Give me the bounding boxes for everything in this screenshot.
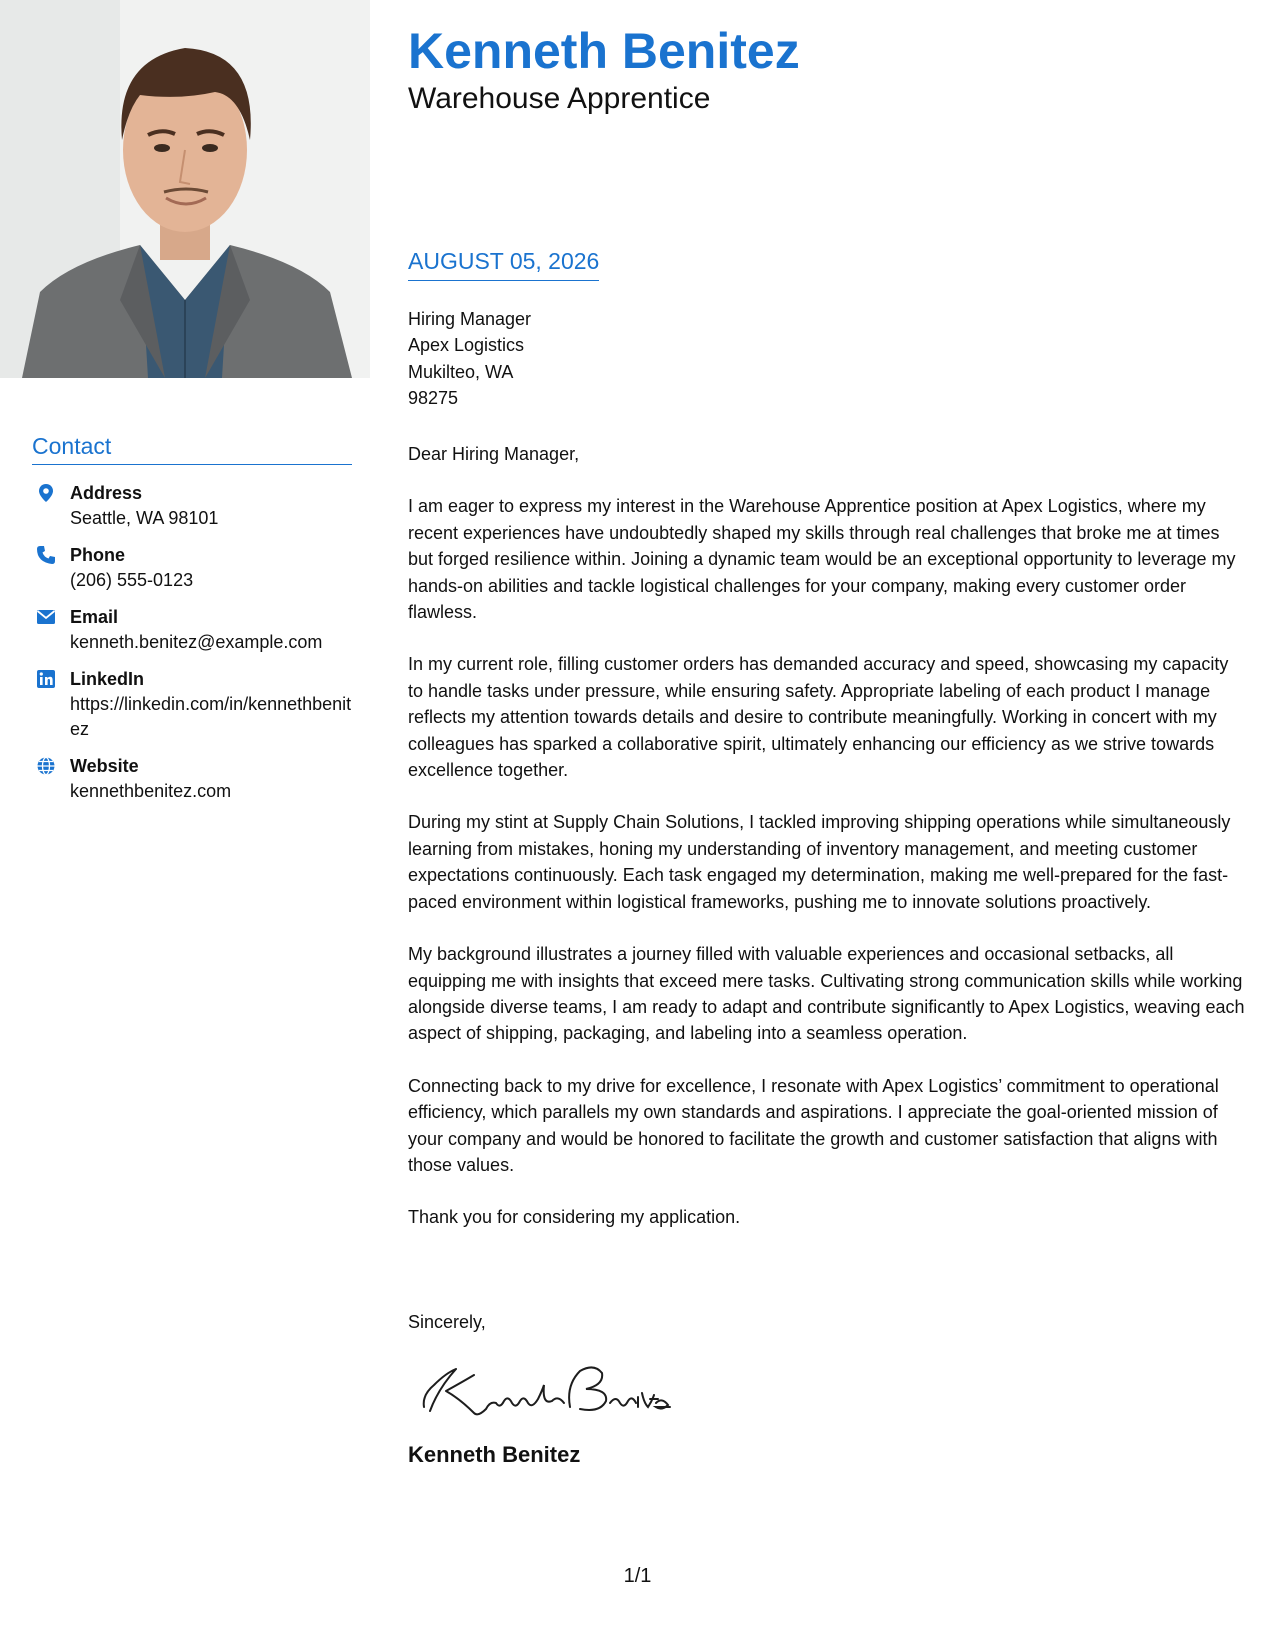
contact-website bbox=[32, 754, 352, 804]
contact-section bbox=[32, 433, 352, 816]
globe-icon bbox=[36, 756, 56, 776]
recipient-line: 98275 bbox=[408, 388, 459, 409]
sidebar bbox=[0, 0, 382, 1650]
location-pin-icon bbox=[36, 483, 56, 503]
linkedin-link[interactable]: https://linkedin.com/in/kennethbenitez bbox=[70, 694, 352, 739]
page-number: 1/1 bbox=[623, 1565, 652, 1587]
body-paragraph: During my stint at Supply Chain Solutions, I tackled improving shipping operations while simultaneously learning from mistakes, honing my understanding of inventory management, and meeting customer expectations continuously. Each task engaged my determination, making me well-prepared for the fast-paced environment within logistical frameworks, pushing me to innovate solutions proactively. bbox=[408, 812, 1231, 912]
envelope-icon bbox=[36, 607, 56, 627]
address-value: Seattle, WA 98101 bbox=[70, 508, 219, 528]
contact-linkedin bbox=[32, 667, 352, 742]
website-link[interactable]: kennethbenitez.com bbox=[70, 781, 232, 801]
contact-phone bbox=[32, 543, 352, 593]
body-paragraph: My background illustrates a journey filled with valuable experiences and occasional setbacks, all equipping me with insights that exceed mere tasks. Cultivating strong communication skills while working alongside diverse teams, I am ready to adapt and contribute significantly to Apex Logistics, weaving each aspect of shipping, packaging, and labeling into a seamless operation. bbox=[408, 944, 1245, 1044]
body-paragraph: In my current role, filling customer orders has demanded accuracy and speed, showcasing my capacity to handle tasks under pressure, while ensuring safety. Appropriate labeling of each product I manage reflects my attention towards details and desire to contribute meaningfully. Working in concert with my colleagues has sparked a collaborative spirit, ultimately enhancing our efficiency as we strive towards excellence together. bbox=[408, 654, 1229, 781]
contact-heading: Contact bbox=[32, 433, 352, 465]
letter-body bbox=[408, 441, 1248, 1257]
body-paragraph: Thank you for considering my application. bbox=[408, 1207, 741, 1228]
phone-value: (206) 555-0123 bbox=[70, 570, 194, 590]
contact-label: Website bbox=[70, 756, 139, 776]
recipient-line: Mukilteo, WA bbox=[408, 361, 514, 382]
contact-label: Phone bbox=[70, 545, 126, 565]
signer-name: Kenneth Benitez bbox=[408, 1442, 581, 1467]
recipient-line: Apex Logistics bbox=[408, 335, 525, 356]
profile-photo bbox=[0, 0, 370, 378]
recipient-block bbox=[408, 306, 531, 412]
phone-icon bbox=[36, 545, 56, 565]
applicant-name: Kenneth Benitez bbox=[408, 23, 800, 79]
contact-label: LinkedIn bbox=[70, 669, 145, 689]
linkedin-icon bbox=[36, 669, 56, 689]
body-paragraph: I am eager to express my interest in the Warehouse Apprentice position at Apex Logistics, where my recent experiences have undoubtedly shaped my skills through real challenges that broke me at times but forged resilience within. Joining a dynamic team would be an exceptional opportunity to leverage my hands-on abilities and tackle logistical challenges for your company, making every customer order flawless. bbox=[408, 496, 1236, 623]
letter-date: AUGUST 05, 2026 bbox=[408, 248, 599, 281]
salutation: Dear Hiring Manager, bbox=[408, 444, 580, 464]
body-paragraph: Connecting back to my drive for excellence, I resonate with Apex Logistics’ commitment to operational efficiency, which parallels my own standards and aspirations. I appreciate the goal-oriented mission of your company and would be honored to facilitate the growth and customer satisfaction that aligns with those values. bbox=[408, 1075, 1219, 1175]
closing: Sincerely, bbox=[408, 1312, 486, 1332]
contact-label: Address bbox=[70, 483, 143, 503]
job-title: Warehouse Apprentice bbox=[408, 82, 711, 115]
handwritten-signature bbox=[416, 1355, 672, 1421]
recipient-line: Hiring Manager bbox=[408, 309, 532, 329]
contact-label: Email bbox=[70, 607, 119, 627]
contact-address bbox=[32, 481, 352, 531]
email-link[interactable]: kenneth.benitez@example.com bbox=[70, 632, 323, 652]
contact-email bbox=[32, 605, 352, 655]
